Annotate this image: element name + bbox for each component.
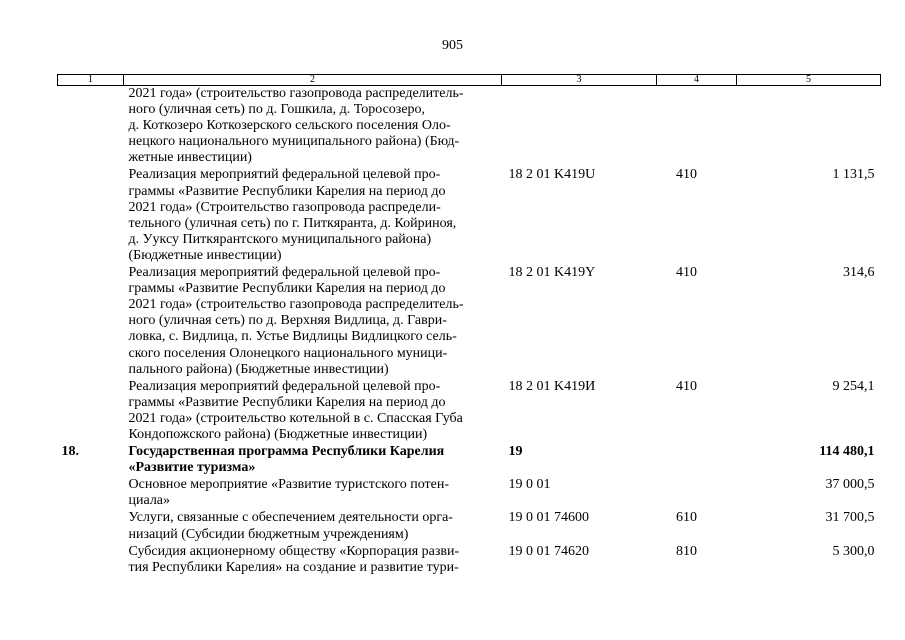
item-name-cell [124,265,502,379]
expense-type-cell [657,477,737,510]
amount-cell: 1 131,5 [832,167,875,183]
item-name-line: тельного (уличная сеть) по г. Питкяранта, д. Койриноя, [128,215,457,231]
item-name-line: ловка, с. Видлица, п. Устье Видлицы Видлицкого сель- [128,329,457,345]
budget-code-cell: 18 2 01 K419Y [508,265,596,281]
table-row [58,86,881,168]
table-row [58,167,881,265]
item-name-line: «Развитие туризма» [128,460,256,476]
expense-type-cell: 410 [676,265,697,281]
expense-type-cell: 410 [676,378,697,394]
item-name-line: Кондопожского района) (Бюджетные инвестиции) [128,426,428,442]
budget-code-cell: 19 0 01 74620 [508,543,589,559]
table-header [58,75,881,86]
table-row [58,379,881,444]
row-number-cell [58,477,124,510]
table-row [58,477,881,510]
expense-type-cell: 610 [676,510,697,526]
expense-type-cell: 810 [676,543,697,559]
item-name-cell [124,86,502,168]
item-name-line: 2021 года» (строительство газопровода распределитель- [128,297,464,313]
expense-type-cell [657,86,737,168]
amount-cell [737,86,881,168]
item-name-cell [124,544,502,577]
item-name-line: (Бюджетные инвестиции) [128,247,282,263]
header-col-2: 2 [124,75,502,86]
expense-type-cell: 410 [676,167,697,183]
header-row [58,75,881,86]
expense-type-cell [657,444,737,477]
page-number: 905 [442,38,463,53]
row-number-cell [58,379,124,444]
table-row [58,510,881,543]
row-number-cell [58,544,124,577]
table-body [58,86,881,577]
item-name-line: ского поселения Олонецкого национального муници- [128,345,448,361]
budget-code-cell: 19 [508,444,523,460]
amount-cell: 114 480,1 [819,444,875,460]
budget-table [57,74,881,577]
item-name-line: д. Коткозеро Коткозерского сельского поселения Оло- [128,118,451,134]
item-name-cell [124,477,502,510]
budget-code-cell: 19 0 01 74600 [508,510,589,526]
amount-cell: 314,6 [843,265,875,281]
item-name-line: граммы «Развитие Республики Карелия на период до [128,183,446,199]
amount-cell: 37 000,5 [825,477,875,493]
header-col-5: 5 [737,75,881,86]
item-name-line: нецкого национального муниципального района) (Бюд- [128,134,460,150]
budget-code-cell [502,86,657,168]
amount-cell: 5 300,0 [832,543,875,559]
item-name-line: 2021 года» (Строительство газопровода распредели- [128,199,441,215]
item-name-line: циала» [128,493,171,509]
item-name-line: Реализация мероприятий федеральной целевой про- [128,167,441,183]
item-name-cell [124,167,502,265]
item-name-line: низаций (Субсидии бюджетным учреждениям) [128,526,409,542]
item-name-line: 2021 года» (строительство котельной в с. Спасская Губа [128,410,463,426]
row-number-cell [58,510,124,543]
item-name-line: д. Ууксу Питкярантского муниципального района) [128,231,432,247]
item-name-line: Государственная программа Республики Карелия [128,444,445,460]
item-name-line: граммы «Развитие Республики Карелия на период до [128,281,446,297]
table-row [58,265,881,379]
item-name-line: Реализация мероприятий федеральной целевой про- [128,265,441,281]
item-name-line: жетные инвестиции) [128,150,252,166]
amount-cell: 31 700,5 [825,510,875,526]
budget-code-cell: 18 2 01 K419U [508,167,596,183]
item-name-line: ного (уличная сеть) по д. Верхняя Видлица, д. Гаври- [128,313,447,329]
row-number-cell [58,265,124,379]
amount-cell: 9 254,1 [832,378,875,394]
header-col-1: 1 [58,75,124,86]
item-name-line: Реализация мероприятий федеральной целевой про- [128,378,441,394]
row-number-cell [58,86,124,168]
item-name-line: ного (уличная сеть) по д. Гошкила, д. Торосозеро, [128,102,426,118]
item-name-line: Основное мероприятие «Развитие туристского потен- [128,477,450,493]
table-row [58,444,881,477]
item-name-line: тия Республики Карелия» на создание и развитие тури- [128,559,459,575]
row-number-cell: 18. [61,444,79,460]
row-number-cell [58,167,124,265]
item-name-cell [124,510,502,543]
budget-code-cell: 19 0 01 [508,477,551,493]
item-name-line: 2021 года» (строительство газопровода распределитель- [128,86,464,101]
table-row [58,544,881,577]
header-col-4: 4 [657,75,737,86]
item-name-cell [124,444,502,477]
header-col-3: 3 [502,75,657,86]
item-name-line: граммы «Развитие Республики Карелия на период до [128,394,446,410]
item-name-line: Субсидия акционерному обществу «Корпорация разви- [128,543,460,559]
item-name-line: Услуги, связанные с обеспечением деятельности орга- [128,510,453,526]
item-name-cell [124,379,502,444]
budget-code-cell: 18 2 01 K419И [508,378,596,394]
item-name-line: пального района) (Бюджетные инвестиции) [128,361,389,377]
